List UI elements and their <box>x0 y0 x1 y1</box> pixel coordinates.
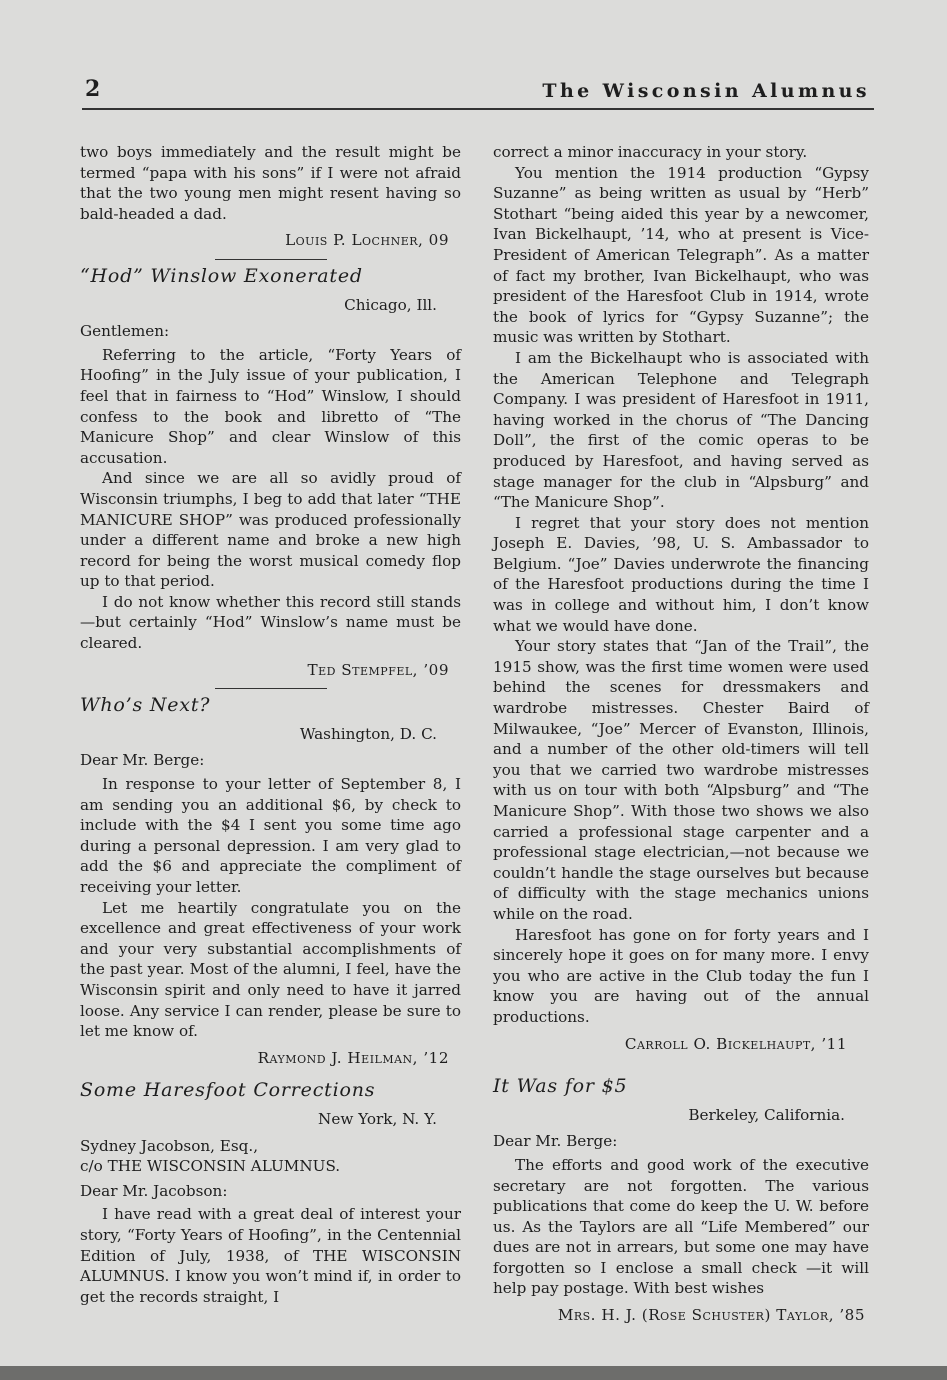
letter-place: Chicago, Ill. <box>344 295 437 314</box>
letter-heading: Who’s Next? <box>80 694 211 717</box>
page-number: 2 <box>85 76 101 102</box>
letter-place: Washington, D. C. <box>299 724 437 743</box>
letter-paragraph: I regret that your story does not mention Joseph E. Davies, ’98, U. S. Ambassador to Belgium. “Joe” Davies underwrote the financing of the Haresfoot productions during the time I was in college and without him, I don’t know what we would have done. <box>493 513 869 635</box>
letter-paragraph: Haresfoot has gone on for forty years and I sincerely hope it goes on for many more. I envy you who are active in the Club today the fun I know you are having out of the annual productions. <box>493 925 869 1026</box>
letter-heading: “Hod” Winslow Exonerated <box>80 264 363 287</box>
letter-salutation: Dear Mr. Jacobson: <box>80 1181 228 1200</box>
signature: Carroll O. Bickelhaupt, ’11 <box>624 1034 847 1053</box>
letter-heading: It Was for $5 <box>493 1075 628 1098</box>
letter-paragraph: I am the Bickelhaupt who is associated with the American Telephone and Telegraph Company. I was president of Haresfoot in 1911, having worked in the chorus of “The Dancing Doll”, the first of the comic operas to be produced by Haresfoot, and having served as stage manager for the club in “Alpsburg” and “The Manicure Shop”. <box>493 348 869 512</box>
letter-address-line: c/o THE WISCONSIN ALUMNUS. <box>80 1157 341 1176</box>
letter-paragraph: Referring to the article, “Forty Years of Hoofing” in the July issue of your publication, I feel that in fairness to “Hod” Winslow, I should confess to the book and libretto of “The Manicure Shop” and clear Winslow of this accusation. <box>80 345 461 467</box>
intro-paragraph: two boys immediately and the result might be termed “papa with his sons” if I were not afraid that the two young men might resent having so bald-headed a dad. <box>80 143 461 223</box>
letter-it-was-for-5 <box>493 1076 869 1326</box>
page-header <box>82 74 874 114</box>
letter-haresfoot-corrections <box>80 1080 461 1307</box>
header-rule <box>82 108 874 110</box>
signature: Louis P. Lochner, 09 <box>285 231 449 250</box>
letter-paragraph: Let me heartily congratulate you on the excellence and great effectiveness of your work and your very substantial accomplishments of the past year. Most of the alumni, I feel, have the Wisconsin spirit and only need to have it jarred loose. Any service I can render, please be sure to let me know of. <box>80 898 461 1041</box>
letter-place: Berkeley, California. <box>688 1105 845 1124</box>
letter-heading: Some Haresfoot Corrections <box>80 1079 376 1102</box>
letter-paragraph: The efforts and good work of the executive secretary are not forgotten. The various publications that come do keep the U. W. before us. As the Taylors are all “Life Membered” our dues are not in arrears, but some one may have forgotten so I enclose a small check —it will help pay postage. With best wishes <box>493 1155 869 1298</box>
letter-salutation: Dear Mr. Berge: <box>80 751 205 770</box>
letter-paragraph: In response to your letter of September 8, I am sending you an additional $6, by check to include with the $4 I sent you some time ago during a personal depression. I am very glad to add the $6 and appreciate the compliment of receiving your letter. <box>80 775 461 896</box>
section-divider <box>215 259 327 260</box>
letter-hod-winslow <box>80 266 461 680</box>
magazine-title: The Wisconsin Alumnus <box>542 80 870 102</box>
right-column <box>493 142 869 1326</box>
signature: Ted Stempfel, ’09 <box>307 660 449 679</box>
left-column <box>80 142 461 1307</box>
letter-paragraph: I have read with a great deal of interest your story, “Forty Years of Hoofing”, in the Centennial Edition of July, 1938, of THE WISCONSIN ALUMNUS. I know you won’t mind if, in order to get the records straight, I <box>80 1205 461 1306</box>
signature: Mrs. H. J. (Rose Schuster) Taylor, ’85 <box>557 1306 865 1325</box>
letter-paragraph: I do not know whether this record still stands—but certainly “Hod” Winslow’s name must be cleared. <box>80 592 461 653</box>
letter-salutation: Dear Mr. Berge: <box>493 1132 618 1151</box>
signature: Raymond J. Heilman, ’12 <box>257 1048 449 1067</box>
page-bottom-shadow <box>0 1366 947 1380</box>
letter-paragraph: You mention the 1914 production “Gypsy Suzanne” as being written as usual by “Herb” Stothart “being aided this year by a newcomer, Ivan Bickelhaupt, ’14, who at present is Vice-President of American Telegraph”. As a matter of fact my brother, Ivan Bickelhaupt, who was president of the Haresfoot Club in 1914, wrote the book of lyrics for “Gypsy Suzanne”; the music was written by Stothart. <box>493 163 869 347</box>
letter-place: New York, N. Y. <box>318 1109 437 1128</box>
section-divider <box>215 688 327 689</box>
letter-salutation: Gentlemen: <box>80 322 170 341</box>
letter-paragraph: And since we are all so avidly proud of Wisconsin triumphs, I beg to add that later “THE MANICURE SHOP” was produced professionally under a different name and broke a new high record for being the worst musical comedy flop up to that period. <box>80 469 461 591</box>
letter-whos-next <box>80 695 461 1068</box>
letter-address-line: Sydney Jacobson, Esq., <box>80 1136 259 1155</box>
continuation-paragraph: correct a minor inaccuracy in your story. <box>493 143 808 161</box>
letter-paragraph: Your story states that “Jan of the Trail”, the 1915 show, was the first time women were used behind the scenes for dressmakers and wardrobe mistresses. Chester Baird of Milwaukee, “Joe” Mercer of Evanston, Illinois, and a number of the other old-timers will tell you that we carried two wardrobe mistresses with us on tour with both “Alpsburg” and “The Manicure Shop”. With those two shows we also carried a professional stage carpenter and a professional stage electrician,—not because we couldn’t handle the stage ourselves but because of difficulty with the stage mechanics unions while on the road. <box>493 637 869 923</box>
